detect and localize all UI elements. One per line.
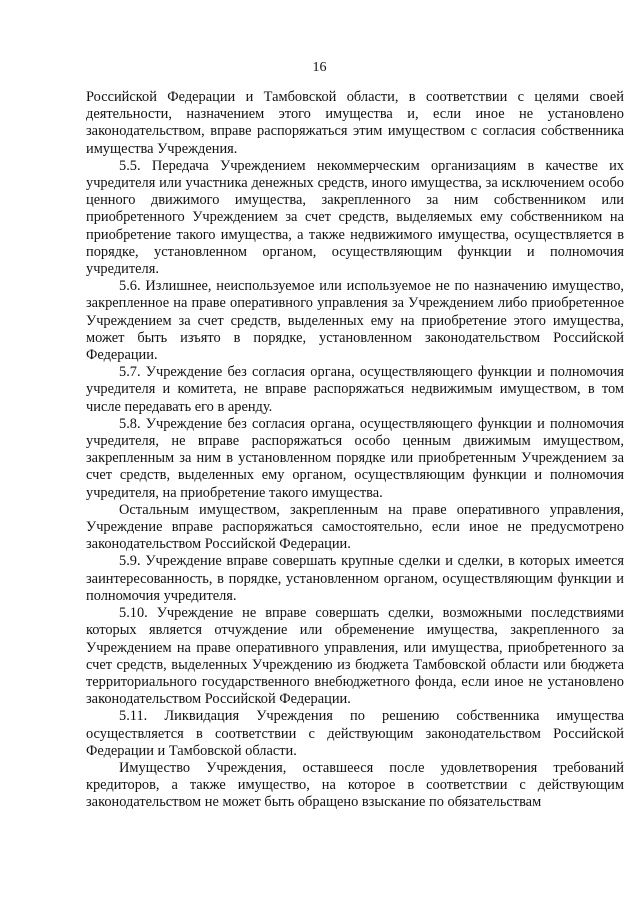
- paragraph-5-6: 5.6. Излишнее, неиспользуемое или используемое не по назначению имущество, закрепленное на праве оперативного управления за Учреждением либо приобретенное Учреждением за счет средств, выделенных ему на приобретение этого имущества, может быть изъято в порядке, установленном законодательством Российской Федерации.: [86, 278, 624, 364]
- paragraph-5-8: 5.8. Учреждение без согласия органа, осуществляющего функции и полномочия учредителя, не вправе распоряжаться особо ценным движимым имуществом, закрепленным за ним в установленном порядке или приобретенным Учреждением за счет средств, выделенных ему органом, осуществляющим функции и полномочия учредителя, на приобретение такого имущества.: [86, 415, 624, 501]
- page-number: 16: [312, 60, 327, 75]
- paragraph-5-10: 5.10. Учреждение не вправе совершать сделки, возможными последствиями которых является отчуждение или обременение имущества, закрепленного за Учреждением на праве оперативного управления, или имущества, приобретенного за счет средств, выделенных Учреждению из бюджета Тамбовской области или бюджета территориального государственного внебюджетного фонда, если иное не установлено законодательством Российской Федерации.: [86, 605, 624, 708]
- paragraph-5-7: 5.7. Учреждение без согласия органа, осуществляющего функции и полномочия учредителя и комитета, не вправе распоряжаться недвижимым имуществом, в том числе передавать его в аренду.: [86, 364, 624, 415]
- paragraph-5-9: 5.9. Учреждение вправе совершать крупные сделки и сделки, в которых имеется заинтересованность, в порядке, установленном органом, осуществляющим функции и полномочия учредителя.: [86, 553, 624, 604]
- paragraph-liquidation-property: Имущество Учреждения, оставшееся после удовлетворения требований кредиторов, а также имущество, на которое в соответствии с действующим законодательством не может быть обращено взыскание по обязательствам: [86, 759, 624, 811]
- paragraph-5-11: 5.11. Ликвидация Учреждения по решению собственника имущества осуществляется в соответствии с действующим законодательством Российской Федерации и Тамбовской области.: [86, 708, 624, 759]
- paragraph-remaining-property: Остальным имуществом, закрепленным на праве оперативного управления, Учреждение вправе распоряжаться самостоятельно, если иное не предусмотрено законодательством Российской Федерации.: [86, 501, 624, 553]
- document-body: [86, 89, 624, 812]
- paragraph-5-5: 5.5. Передача Учреждением некоммерческим организациям в качестве их учредителя или участника денежных средств, иного имущества, за исключением особо ценного движимого имущества, закрепленного за ним собственником или приобретенного Учреждением за счет средств, выделяемых ему собственником на приобретение такого имущества, а также недвижимого имущества, осуществляется в порядке, установленном органом, осуществляющим функции и полномочия учредителя.: [86, 157, 624, 278]
- paragraph-continuation: Российской Федерации и Тамбовской области, в соответствии с целями своей деятельности, назначением этого имущества и, если иное не установлено законодательством, вправе распоряжаться этим имуществом с согласия собственника имущества Учреждения.: [86, 89, 624, 157]
